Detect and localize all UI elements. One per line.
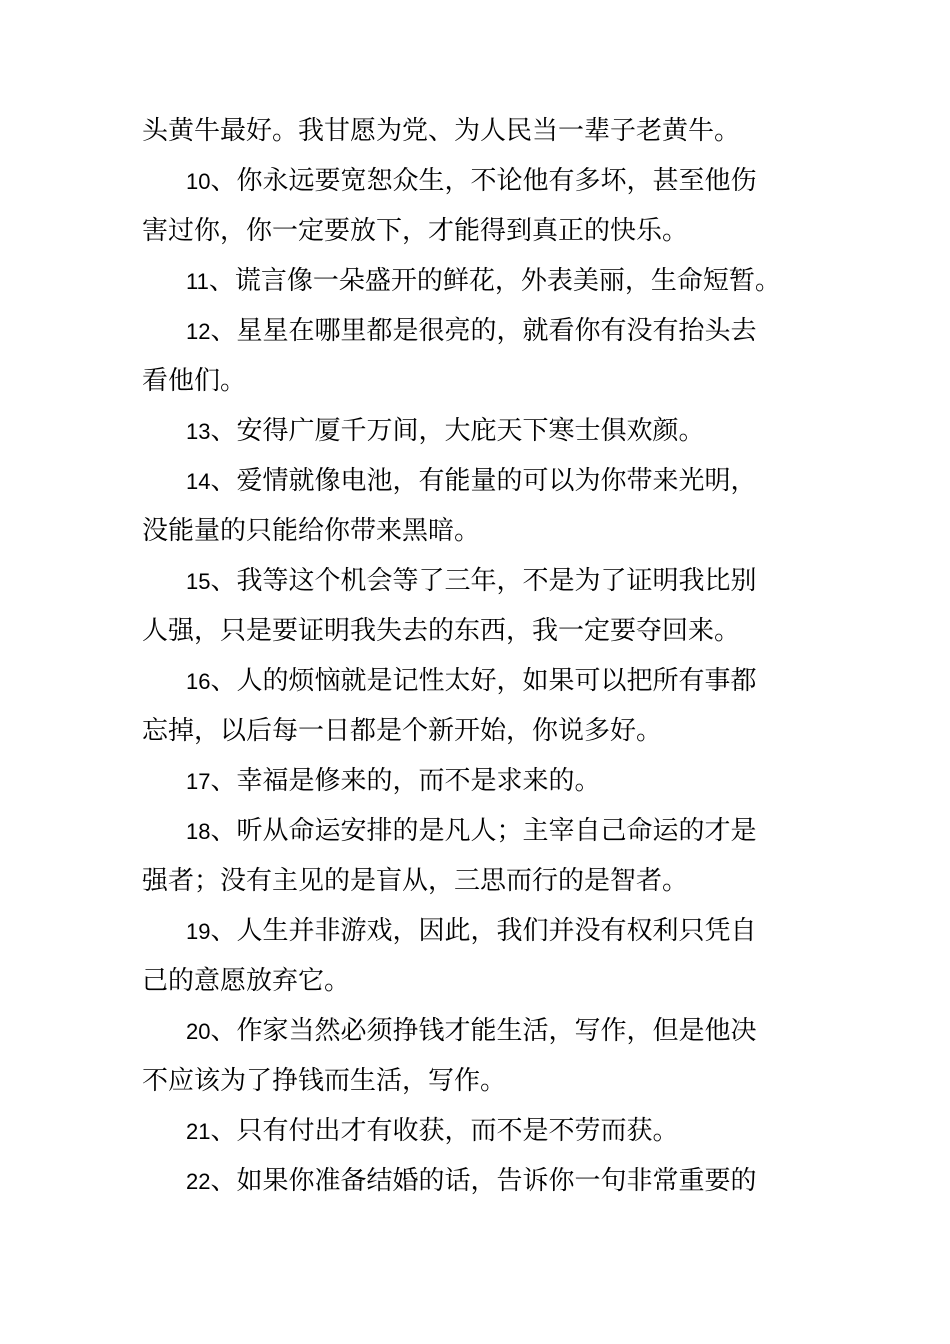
text-line bbox=[142, 156, 810, 206]
quote-item-19 bbox=[142, 906, 810, 1006]
item-text: 、安得广厦千万间，大庇天下寒士俱欢颜。 bbox=[210, 416, 705, 446]
text-line bbox=[142, 256, 810, 306]
item-number: 15 bbox=[186, 569, 211, 594]
item-number: 17 bbox=[186, 769, 211, 794]
item-number: 19 bbox=[186, 919, 211, 944]
text-line bbox=[142, 406, 810, 456]
quote-item-10 bbox=[142, 156, 810, 256]
item-number: 11 bbox=[186, 269, 209, 294]
quote-item-22 bbox=[142, 1156, 810, 1206]
text-line: 看他们。 bbox=[142, 366, 247, 396]
text-line bbox=[142, 906, 810, 956]
text-line: 人强，只是要证明我失去的东西，我一定要夺回来。 bbox=[142, 616, 741, 646]
item-number: 10 bbox=[186, 169, 211, 194]
item-text: 、星星在哪里都是很亮的，就看你有没有抬头去 bbox=[210, 316, 757, 346]
text-line: 不应该为了挣钱而生活，写作。 bbox=[142, 1066, 507, 1096]
paragraph-continuation bbox=[142, 106, 810, 156]
document-body bbox=[142, 106, 810, 1206]
text-line bbox=[142, 1006, 810, 1056]
item-number: 22 bbox=[186, 1169, 211, 1194]
quote-item-11 bbox=[142, 256, 810, 306]
item-number: 18 bbox=[186, 819, 211, 844]
text-line bbox=[142, 456, 810, 506]
item-text: 、我等这个机会等了三年，不是为了证明我比别 bbox=[210, 566, 757, 596]
text-line bbox=[142, 306, 810, 356]
text-line: 没能量的只能给你带来黑暗。 bbox=[142, 516, 481, 546]
text-line bbox=[142, 656, 810, 706]
text-line bbox=[142, 1156, 810, 1206]
text-line bbox=[142, 1106, 810, 1156]
item-text: 、谎言像一朵盛开的鲜花，外表美丽，生命短暂。 bbox=[208, 266, 781, 296]
text-line: 害过你，你一定要放下，才能得到真正的快乐。 bbox=[142, 216, 689, 246]
item-number: 14 bbox=[186, 469, 211, 494]
quote-item-15 bbox=[142, 556, 810, 656]
item-number: 12 bbox=[186, 319, 211, 344]
item-text: 、爱情就像电池，有能量的可以为你带来光明， bbox=[210, 466, 757, 496]
text-line: 忘掉，以后每一日都是个新开始，你说多好。 bbox=[142, 716, 663, 746]
item-text: 、作家当然必须挣钱才能生活，写作，但是他决 bbox=[210, 1016, 757, 1046]
quote-item-12 bbox=[142, 306, 810, 406]
text-line bbox=[142, 556, 810, 606]
quote-item-17 bbox=[142, 756, 810, 806]
item-text: 、人生并非游戏，因此，我们并没有权利只凭自 bbox=[210, 916, 757, 946]
quote-item-21 bbox=[142, 1106, 810, 1156]
text-line bbox=[142, 806, 810, 856]
quote-item-18 bbox=[142, 806, 810, 906]
item-number: 13 bbox=[186, 419, 211, 444]
quote-item-13 bbox=[142, 406, 810, 456]
text-line: 强者；没有主见的是盲从，三思而行的是智者。 bbox=[142, 866, 689, 896]
item-text: 、人的烦恼就是记性太好，如果可以把所有事都 bbox=[210, 666, 757, 696]
text-line bbox=[142, 756, 810, 806]
item-number: 16 bbox=[186, 669, 211, 694]
item-text: 、幸福是修来的，而不是求来的。 bbox=[210, 766, 601, 796]
quote-item-16 bbox=[142, 656, 810, 756]
quote-item-14 bbox=[142, 456, 810, 556]
item-number: 20 bbox=[186, 1019, 211, 1044]
quote-item-20 bbox=[142, 1006, 810, 1106]
item-text: 、你永远要宽恕众生，不论他有多坏，甚至他伤 bbox=[210, 166, 757, 196]
item-number: 21 bbox=[186, 1119, 211, 1144]
item-text: 、如果你准备结婚的话，告诉你一句非常重要的 bbox=[210, 1166, 757, 1196]
text-line: 头黄牛最好。我甘愿为党、为人民当一辈子老黄牛。 bbox=[142, 116, 741, 146]
item-text: 、只有付出才有收获，而不是不劳而获。 bbox=[210, 1116, 679, 1146]
text-line: 己的意愿放弃它。 bbox=[142, 966, 351, 996]
item-text: 、听从命运安排的是凡人；主宰自己命运的才是 bbox=[210, 816, 757, 846]
